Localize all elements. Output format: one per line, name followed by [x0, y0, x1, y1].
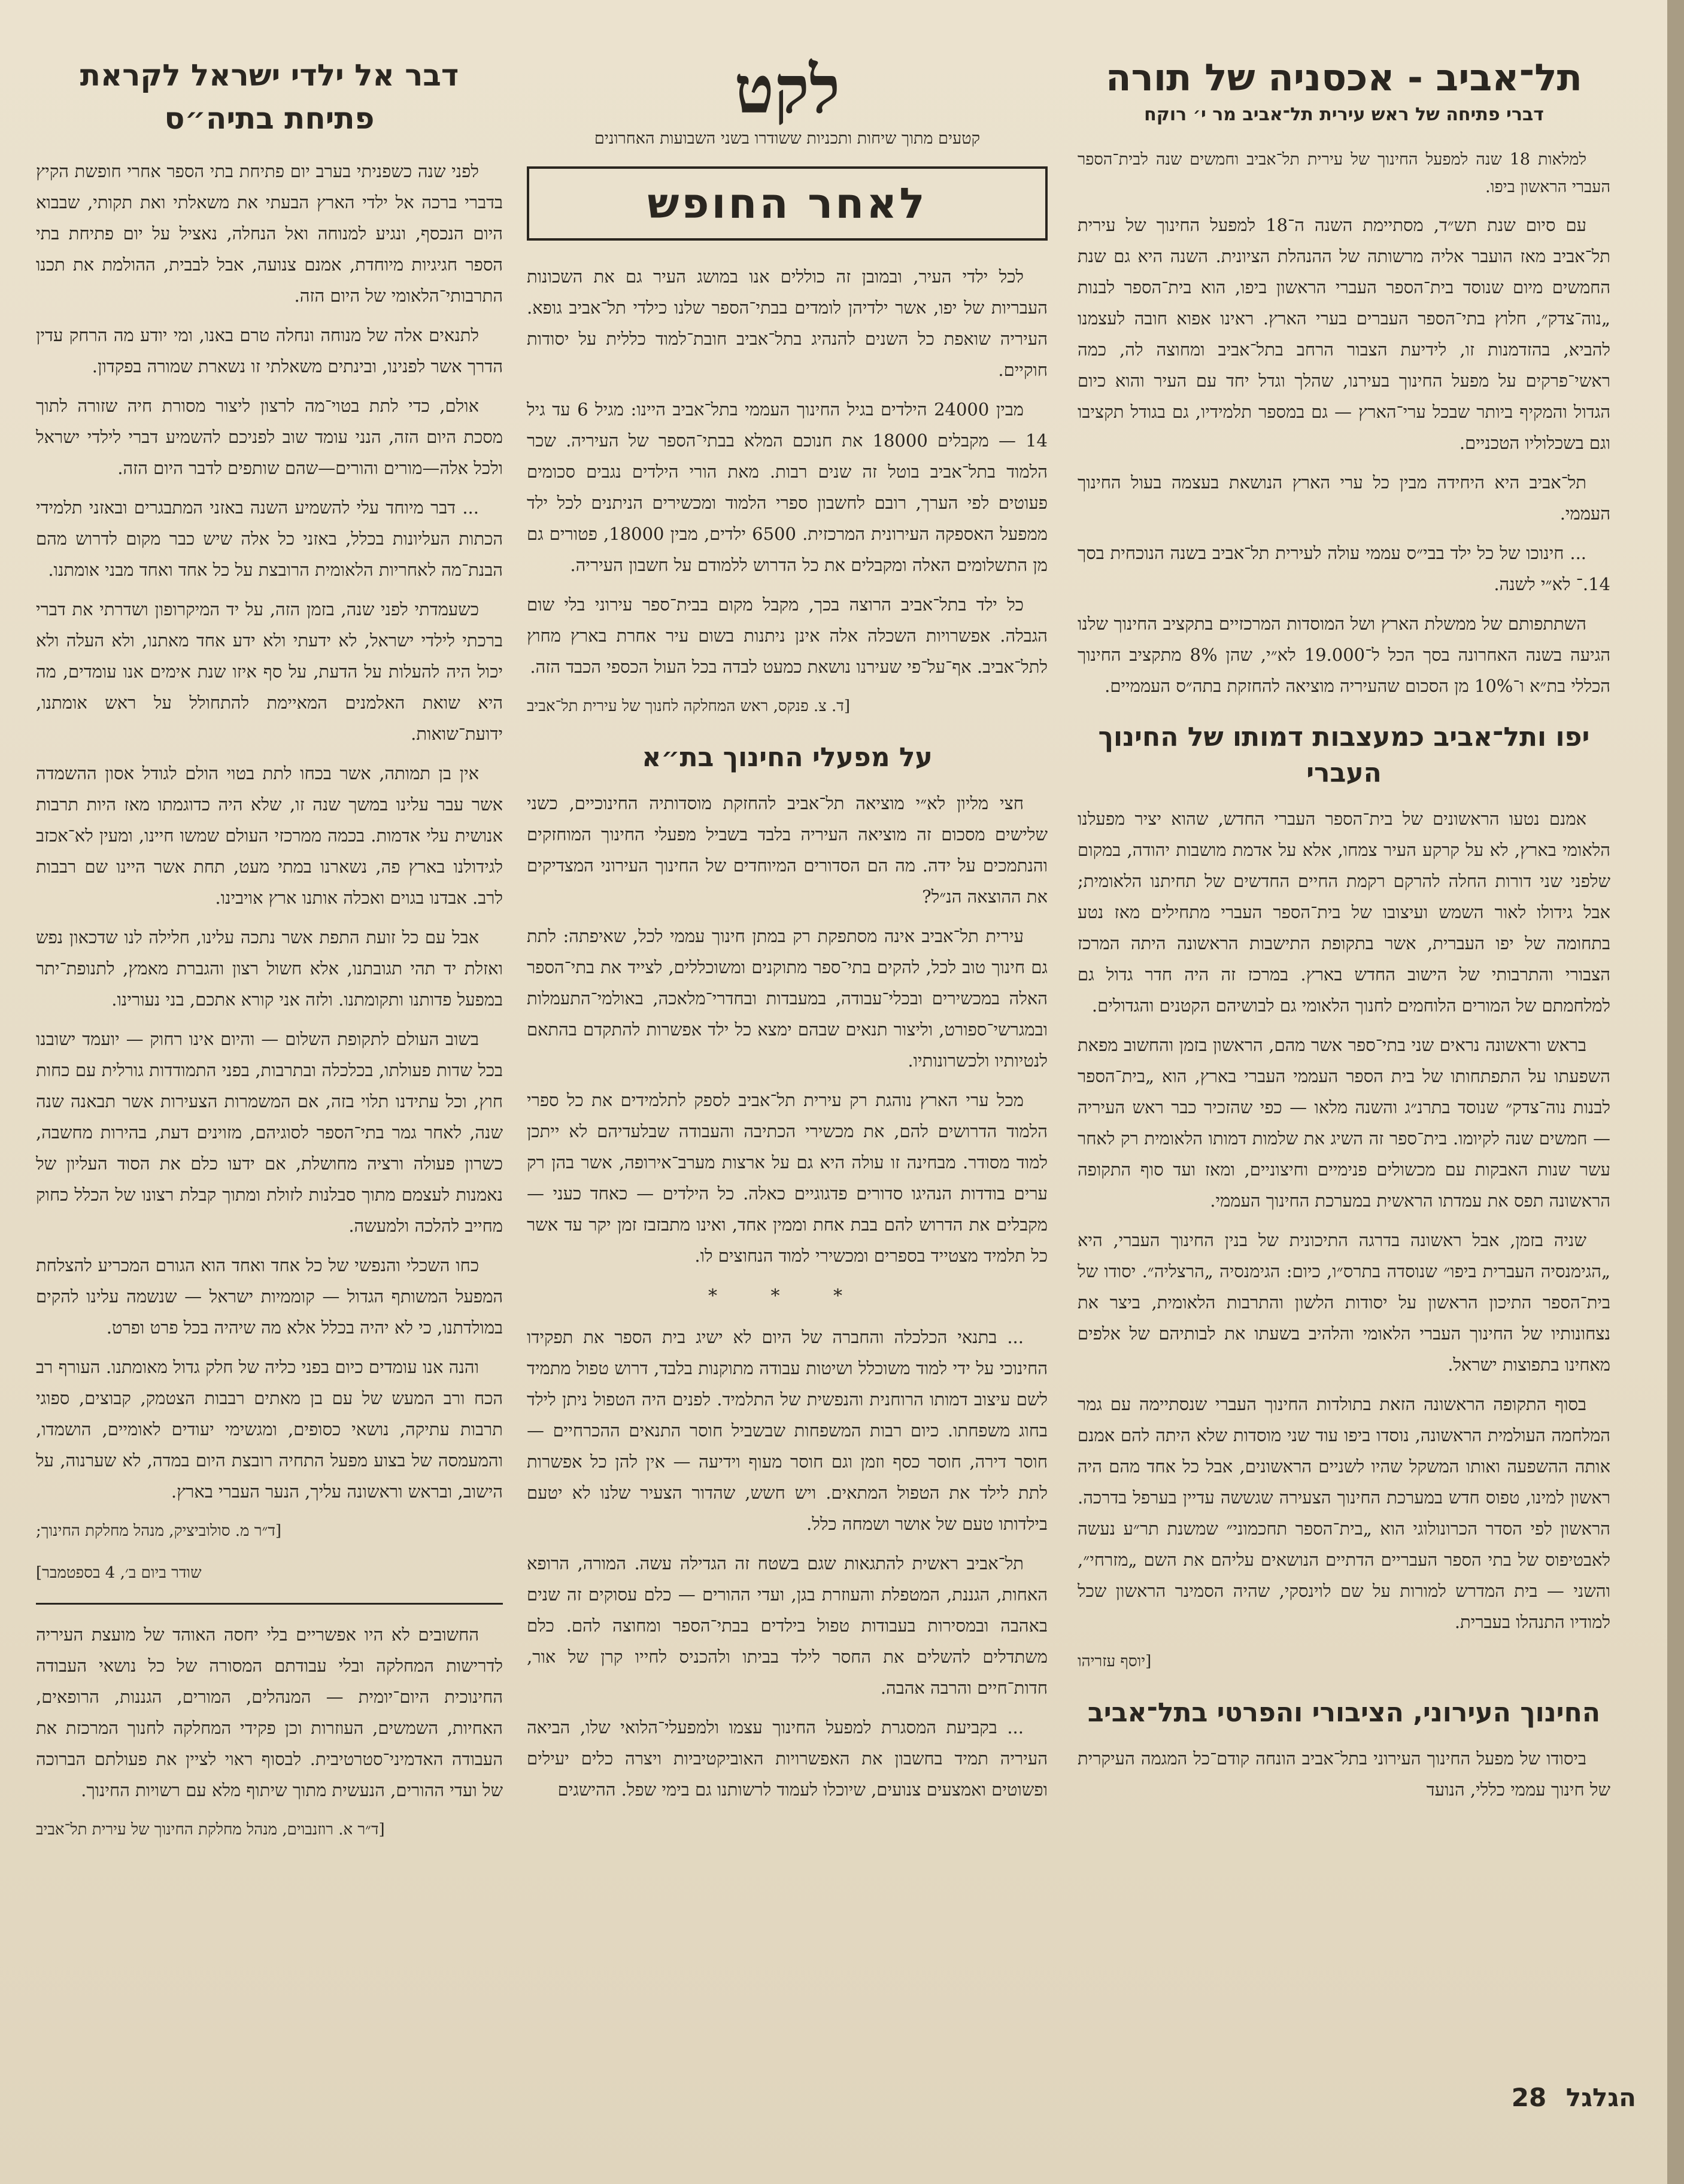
scan-edge — [1667, 0, 1684, 2184]
paragraph: החשובים לא היו אפשריים בלי יחסה האוהד של מועצת העיריה לדרישות המחלקה ובלי עבודתם המסורה של כל נושאי העבודה החינוכית היום־יומית — המנהלים, המורים, הגננות, הרופאים, האחיות, השמשים, העוזרות וכן פקידי המחלקה לחנוך המרכזת את העבודה האדמיני־סטרטיבית. לבסוף ראוי לציין את פעולתם הברוכה של ועדי ההורים, הנעשית מתוך שיתוף מלא עם רשויות החינוך. — [36, 1624, 503, 1800]
paragraph: בשוב העולם לתקופת השלום — והיום אינו רחוק — יועמד ישובנו בכל שדות פעולתו, בכלכלה ובתרבות, בפני התמודדות גורלית עם כחות חוץ, וכל עתידנו תלוי בזה, אם המשמרות הצעירות אשר תבאנה שנה שנה, לאחר גמר בתי־הספר לסוגיהם, מזוינים דעת, בהירות מחשבה, כשרון פעולה ורציה מחושלת, אם ידעו כלם את הסוד העליון של נאמנות לעצמם מתוך סבלנות לזולת ומתוך קבלת רצונו של הכלל כחוק מחייב להלכה ולמעשה. — [36, 1029, 503, 1236]
paragraph: ... בתנאי הכלכלה והחברה של היום לא ישיג בית הספר את תפקידו החינוכי על ידי למוד משוכלל ושיטות עבודה מתוקנות בלבד, דרוש טפול מתמיד לשם עיצוב דמותו הרוחנית והנפשית של התלמיד. לפנים היה הטפול ניתן לילד בחוג משפחתו. כיום רבות המשפחות שבשביל חוסר התנאים ההכרחיים — חוסר דירה, חוסר כסף וזמן וגם חוסר מעוף וידיעה — אין להן כל אפשרות לתת לילד את הטפול המתאים. ויש חשש, שהדור הצעיר שלנו לא יטעם בילדותו טעם של אושר ושמחה כלל. — [527, 1327, 1048, 1534]
column-right — [1078, 54, 1610, 2047]
article-lead: למלאות 18 שנה למפעל החינוך של עירית תל־אביב וחמשים שנה לבית־הספר העברי הראשון ביפו. — [1078, 150, 1610, 196]
author-signature: [ד״ר א. רוזנבוים, מנהל מחלקת החינוך של עירית תל־אביב — [36, 1821, 385, 1839]
author-signature: [יוסף עזריהו — [1078, 1653, 1152, 1670]
paragraph: תל־אביב ראשית להתגאות שגם בשטח זה הגדילה עשה. המורה, הרופא האחות, הגננת, המטפלת והעוזרת בגן, ועדי ההורים — כלם עסוקים זה שנים באהבה ובמסירות בעבודות טפול בילדים בבתי־הספר ומחוצה להם. כלם משתדלים להשלים את החסר לילד בביתו ולהכניס לחייו קרן של אור, חדות־חיים והרבה אהבה. — [527, 1553, 1048, 1698]
paragraph: אין בן תמותה, אשר בכחו לתת בטוי הולם לגודל אסון ההשמדה אשר עבר עלינו במשך שנה זו, שלא היה כדוגמתו מאז היות תרבות אנושית עלי אדמות. בכמה ממרכזי העולם שמשו חיינו, ומעין לא־אכזב לגידולנו בארץ פה, נשארנו במתי מעט, תחת אשר היינו שם רבבות לרב. אבדנו בגוים ואכלה אותנו ארץ אויבינו. — [36, 763, 503, 908]
paragraph: ... דבר מיוחד עלי להשמיע השנה באזני המתבגרים ובאזני תלמידי הכתות העליונות בכלל, באזני כל אלה שיש כבר מקום לדרוש מהם הבנת־מה לאחריות הלאומית הרובצת על כל אחד ואחד מבני אומתנו. — [36, 497, 503, 580]
author-signature: [ד. צ. פנקס, ראש המחלקה לחנוך של עירית תל־אביב — [527, 697, 850, 715]
paragraph: בסוף התקופה הראשונה הזאת בתולדות החינוך העברי שנסתיימה עם גמר המלחמה העולמית הראשונה, נוסדו ביפו עוד שני מוסדות שלא היתה להם אמנם אותה ההשפעה ואותו המשקל שהיו לשניים הראשונים, אבל כל אחד מהם היה ראשון למינו, טפוס חדש במערכת החינוך הצעירה שגששה עדיין בערפל בדרכה. הראשון לפי הסדר הכרונולוגי הוא „בית־הספר תחכמוני״ שמשנת תר״ע נעשה לאבטיפוס של בתי הספר העבריים הדתיים הנושאים עליהם את השם „מזרחי״, והשני — בית המדרש למורות על שם לוינסקי, שהיה הסמינר הראשון שכל למודיו התנהלו בעברית. — [1078, 1394, 1610, 1632]
section-heading: על מפעלי החינוך בת״א — [642, 742, 933, 773]
paragraph: כשעמדתי לפני שנה, בזמן הזה, על יד המיקרופון ושדרתי את דברי ברכתי לילדי ישראל, לא ידעתי ולא ידע אחד מאתנו, ולא העלה ולא יכול היה להעלות על הדעת, על סף איזו שנת אימים אנו עומדים, מה היא שואת האלמנים המאיימת להתחולל על ראש אומתנו, ידועת־שואות. — [36, 599, 503, 744]
paragraph: מבין 24000 הילדים בגיל החינוך העממי בתל־אביב היינו: מגיל 6 עד גיל 14 — מקבלים 18000 את חנוכם המלא בבתי־הספר של העיריה. שכר הלמוד בתל־אביב בוטל זה שנים רבות. מאת הורי הילדים נגבים סכומים פעוטים לפי הערך, רובם לחשבון ספרי הלמוד ומכשירים הניתנים לכל ילד ממפעל האספקה העירונית המרכזית. 6500 ילדים, מבין 18000, פטורים גם מן התשלומים האלה ומקבלים את כל הדרוש ללמודם על חשבון העיריה. — [527, 399, 1048, 575]
paragraph: ... בקביעת המסגרת למפעל החינוך עצמו ולמפעלי־הלואי שלו, הביאה העיריה תמיד בחשבון את האפשרויות האוביקטיביות ויצרה כלים יעילים ופשוטים ואמצעים צנועים, שיוכלו לעמוד לרשותנו גם בימי שפל. ההישגים — [527, 1717, 1048, 1800]
leket-logo: לקט — [734, 54, 841, 128]
magazine-name: הגלגל — [1565, 2083, 1636, 2112]
broadcast-date: שודר ביום ב׳, 4 בספטמבר] — [36, 1564, 202, 1582]
paragraph: אבל עם כל זועת התפת אשר נתכה עלינו, חלילה לנו שדכאון נפש ואזלת יד תהי תגובתנו, אלא חשול רצון והגברת מאמץ, לתנופת־יתר במפעל פדותנו ותקומתנו. ולזה אני קורא אתכם, בני נעורינו. — [36, 927, 503, 1010]
article-title: דבר אל ילדי ישראל לקראת פתיחת בתיה״ס — [80, 58, 459, 136]
paragraph: לתנאים אלה של מנוחה ונחלה טרם באנו, ומי יודע מה הרחק עדין הדרך אשר לפנינו, ובינתים משאלתי זו נשארת שמורה בפקדון. — [36, 325, 503, 376]
section-separator: * * * — [708, 1286, 867, 1307]
paragraph: אולם, כדי לתת בטוי־מה לרצון ליצור מסורת חיה שזורה לתוך מסכת היום הזה, הנני עומד שוב לפניכם להשמיע דברי לילדי ישראל ולכל אלה—מורים והורים—שהם שותפים לדבר היום הזה. — [36, 396, 503, 478]
divider-rule — [36, 1603, 503, 1605]
boxed-headline: לאחר החופש — [527, 166, 1048, 241]
paragraph: והנה אנו עומדים כיום בפני כליה של חלק גדול מאומתנו. העורף רב הכח ורב המעש של עם בן מאתים רבבות הצטמק, קבוצים, ספוגי תרבות עתיקה, נושאי כסופים, ומגשימי יעודים לאומיים, הושמדו, והמעמסה של בצוע מפעל התחיה רובצת היום במדה, לא שערנוה, על הישוב, ובראש וראשונה עליך, הנער העברי בארץ. — [36, 1357, 503, 1502]
page-number: 28 — [1511, 2083, 1547, 2112]
paragraph: עירית תל־אביב אינה מסתפקת רק במתן חינוך עממי לכל, שאיפתה: לתת גם חינוך טוב לכל, להקים בתי־ספר מתוקנים ומשוכללים, לצייד את בתי־הספר האלה במכשירים ובכלי־עבודה, במעבדות ובחדרי־מלאכה, באולמי־התעמלות ובמגרשי־ספורט, וליצור תנאים שבהם ימצא כל ילד אפשרות להתקדם בהתאם לנטיותיו ולכשרונותיו. — [527, 926, 1048, 1071]
paragraph: ... חינוכו של כל ילד בבי״ס עממי עולה לעירית תל־אביב בשנה הנוכחית בסך 14.־ לא״י לשנה. — [1078, 543, 1610, 594]
section-heading: יפו ותל־אביב כמעצבות דמותו של החינוך העברי — [1098, 722, 1590, 788]
column-left — [36, 54, 503, 2047]
section-heading: החינוך העירוני, הציבורי והפרטי בתל־אביב — [1087, 1697, 1601, 1728]
article-subtitle: דברי פתיחה של ראש עירית תל־אביב מר י׳ רוקח — [1144, 104, 1544, 125]
paragraph: לפני שנה כשפניתי בערב יום פתיחת בתי הספר אחרי חופשת הקיץ בדברי ברכה אל ילדי הארץ הבעתי את משאלתי ואת תקותי, שבבוא היום הנכסף, ונגיע למנוחה ואל הנחלה, נאציל על יום פתיחת בתי הספר חגיגיות מיוחדת, אמנם צנועה, אבל לבבית, ההולמת את תכנו התרבותי־הלאומי של היום הזה. — [36, 161, 503, 306]
paragraph: ביסודו של מפעל החינוך העירוני בתל־אביב הונחה קודם־כל המגמה העיקרית של חינוך עממי כללי, הנועד — [1078, 1748, 1610, 1800]
author-signature: [ד״ר מ. סולוביציק, מנהל מחלקת החינוך; — [36, 1522, 282, 1540]
column-middle — [527, 54, 1048, 2047]
paragraph: לכל ילדי העיר, ובמובן זה כוללים אנו במושג העיר גם את השכונות העבריות של יפו, אשר ילדיהן לומדים בבתי־הספר שלנו כילדי תל־אביב גופא. העיריה שואפת כל השנים להנהיג בתל־אביב חובת־למוד כללית על יסודות חוקיים. — [527, 266, 1048, 380]
paragraph: שניה בזמן, אבל ראשונה בדרגה התיכונית של בנין החינוך העברי, היא „הגימנסיה העברית ביפו״ שנוסדה בתרס״ו, כיום: הגימנסיה „הרצליה״. יסודו של בית־הספר התיכון הראשון על יסודות הלשון והתרבות הלאומית, ביצר את נצחונותיו של החינוך העברי הלאומי והלהיב בשעתו את לבותיהם של אלפים מאחינו בתפוצות ישראל. — [1078, 1230, 1610, 1375]
paragraph: כל ילד בתל־אביב הרוצה בכך, מקבל מקום בבית־ספר עירוני בלי שום הגבלה. אפשרויות השכלה אלה אינן ניתנות בשום עיר אחרת בארץ מחוץ לתל־אביב. אף־על־פי שעירנו נושאת כמעט לבדה בכל העול הכספי הכבד הזה. — [527, 594, 1048, 677]
article-title: תל־אביב - אכסניה של תורה — [1105, 56, 1583, 99]
paragraph: חצי מליון לא״י מוציאה תל־אביב להחזקת מוסדותיה החינוכיים, כשני שלישים מסכום זה מוציאה העיריה בלבד בשביל מפעלי החינוך המוחזקים והנתמכים על ידה. מה הם הסדורים המיוחדים של החינוך העירוני המצדיקים את ההוצאה הנ״ל? — [527, 793, 1048, 907]
leket-description: קטעים מתוך שיחות ותכניות ששודרו בשני השבועות האחרונים — [594, 129, 981, 148]
paragraph: בראש וראשונה נראים שני בתי־ספר אשר מהם, הראשון בזמן והחשוב מפאת השפעתו על התפתחותו של בית הספר העממי העברי בארץ, הוא „בית־הספר לבנות נוה־צדק״ שנוסד בתרנ״ג והשנה מלאו — כפי שהזכיר כבר ראש העיריה — חמשים שנה לקיומו. בית־ספר זה השיג את שלמות דמותו הלאומית רק לאחר עשר שנות האבקות עם מכשולים פנימיים וחיצוניים, ומאז ועד סוף התקופה הראשונה תפס את עמדתו הראשית במערכת החינוך העממי. — [1078, 1035, 1610, 1211]
paragraph: אמנם נטעו הראשונים של בית־הספר העברי החדש, שהוא יציר מפעלנו הלאומי בארץ, לא על קרקע העיר צמחו, אלא על אדמת מושבות יהודה, במקום שלפני שני דורות החלה להרקם רקמת החיים החדשים של תחיתנו הלאומית; אבל גידולו לאור השמש ועיצובו של בית־הספר העברי מתחילים מאז נטע בתחומה של יפו העברית, אשר בתקופת התישבות הראשונה היתה המרכז הצבורי והתרבותי של הישוב החדש בארץ. במרכז זה היה חדר גדול גם למלחמתם של המורים הלוחמים לחנוך הלאומי גם לבושיהם הקטנים והגדולים. — [1078, 809, 1610, 1016]
paragraph: השתתפותם של ממשלת הארץ ושל המוסדות המרכזיים בתקציב החינוך שלנו הגיעה בשנה האחרונה בסך הכל ל־19.000 לא״י, שהן 8% מתקציב החינוך הכללי בת״א ו־10% מן הסכום שהעיריה מוציאה להחזקת בתה״ס העממיים. — [1078, 613, 1610, 696]
paragraph: מכל ערי הארץ נוהגת רק עירית תל־אביב לספק לתלמידים את כל ספרי הלמוד הדרושים להם, את מכשירי הכתיבה והעבודה שבלעדיהם לא ייתכן למוד מסודר. מבחינה זו עולה היא גם על ארצות מערב־אירופה, אשר בהן רק ערים בודדות הנהיגו סדורים פדגוגיים כאלה. כל הילדים — כאחד כעני — מקבלים את הדרוש להם בבת אחת וממין אחד, ואינו מתבזבז זמן יקר עד אשר כל תלמיד מצטייד בספרים ומכשירי למוד הנחוצים לו. — [527, 1090, 1048, 1266]
paragraph: תל־אביב היא היחידה מבין כל ערי הארץ הנושאת בעצמה בעול החינוך העממי. — [1078, 472, 1610, 524]
page-footer — [1501, 2083, 1636, 2112]
paragraph: כחו השכלי והנפשי של כל אחד ואחד הוא הגורם המכריע להצלחת המפעל המשותף הגדול — קוממיות ישראל — שנשמה עלינו להקים במולדתנו, כי לא יהיה בכלל אלא מה שיהיה בכל פרט ופרט. — [36, 1255, 503, 1338]
paragraph: עם סיום שנת תש״ד, מסתיימת השנה ה־18 למפעל החינוך של עירית תל־אביב מאז הועבר אליה מרשותה של ההנהלת הציונית. השנה היא גם שנת החמשים מיום שנוסד בית־הספר העברי הראשון ביפו, הוא בית־הספר לבנות „נוה־צדק״, חלוץ בתי־הספר העברים בערי הארץ. ראינו אפוא חובה לעצמנו להביא, בהזדמנות זו, לידיעת הצבור הרחב בתל־אביב ומחוצה לה, כמה ראשי־פרקים על מפעל החינוך בעירנו, שהלך וגדל יחד עם העיר והוא כיום הגדול והמקיף ביותר שבכל ערי־הארץ — גם במספר תלמידיו, גם בגודל תקציבו וגם בשכלוליו הטכניים. — [1078, 215, 1610, 453]
